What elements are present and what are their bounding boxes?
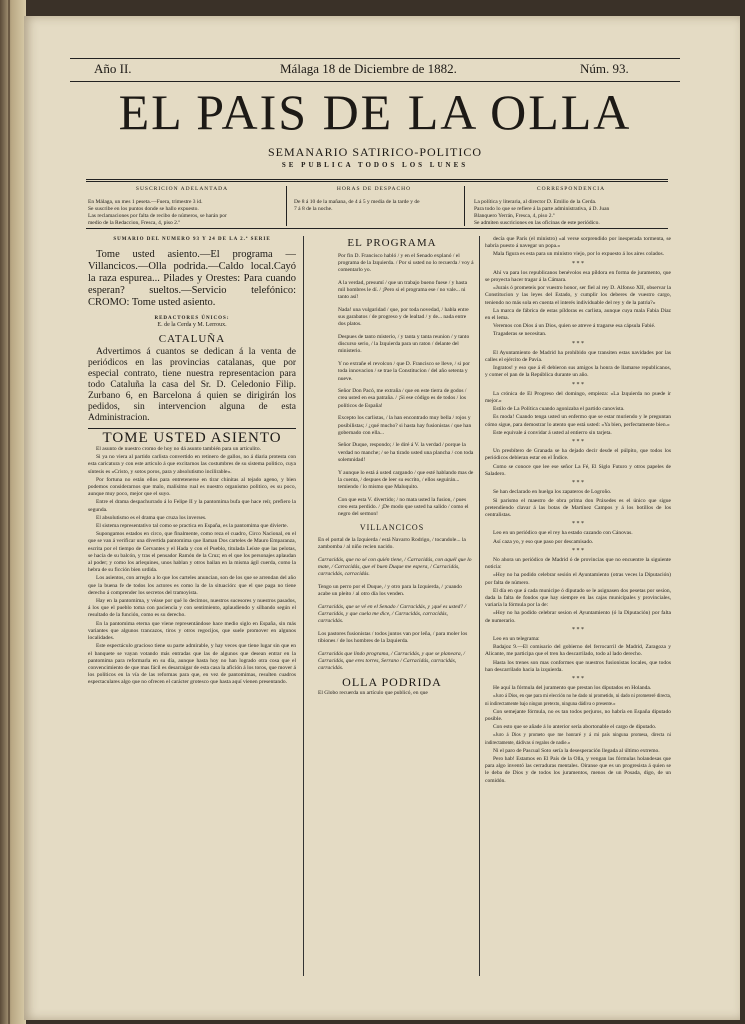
catalonia-notice: Advertimos á cuantos se dedican á la venta de periódicos en las provincias catalanas, que por especial contrato, tiene nuestra representacion para todo Cataluña la casa del Sr. D. Celedonio Filip. Zurbano 6, en Barcelona á quien se dirigirán los pedidos, sin intervencion alguna de esta Administracion.	[88, 346, 296, 423]
note-paragraph: Con esto que se añade á lo anterior sería abortonable el cargo de diputado.	[493, 724, 657, 731]
publication-schedule: SE PUBLICA TODOS LOS LUNES	[281, 161, 469, 169]
correspondence-line: Para todo lo que se refiere á la parte administrativa, á D. Juan	[474, 206, 610, 212]
note-paragraph: «Jurais ó prometeis por vuestro honor, ser fiel al rey D. Alfonso XII, observar la Constitucion y las leyes del Estado, y cumplir los deberes de vuestro cargo, teniendo no más sola en cuenta el interés individuable del rey y de la patria?»	[485, 285, 671, 306]
binding-edge	[8, 0, 10, 1024]
subscription-heading: SUSCRICION ADELANTADA	[135, 186, 229, 192]
verse: Señor Don Pacó, me extraña / que en este tierra de godos / crea usted en esa patraña. / ¡Si ese código es de todos / los políticos de España!	[338, 388, 467, 409]
masthead-title: EL PAIS DE LA OLLA	[118, 84, 632, 140]
villancico: Carracidás que lindo programa, / Carracidás, y que se planeara, / Carracidás, que eres torres, Serrano / Carracidás, carracidás, carracidás.	[318, 650, 465, 672]
info-divider	[286, 186, 287, 226]
header-line	[70, 58, 680, 82]
separator-asterisms: * * *	[572, 439, 584, 446]
office-hours-line: 7 á 8 de la noche.	[294, 206, 333, 212]
note-paragraph: No ahora un periódico de Madrid ó de provincias que no encuentre la siguiente noticia:	[485, 556, 671, 571]
note-paragraph: Leo en un periódico que el rey ha estado cazando con Cánovas.	[493, 530, 633, 537]
note-paragraph: «Juro á Dios, en que para mi elección no he dado ni prometido, ni dado ni prometeré directa, ni indirectamente bajo ningun pretexto, ninguna dádiva o presente.»	[485, 694, 671, 707]
verse: Por fin D. Francisco habló / y en el Senado explanó / el programa de la Izquierda. / Por si usted no lo recuerda / voy á comentarlo yo.	[338, 252, 474, 274]
masthead-subtitle: SEMANARIO SATIRICO-POLITICO	[267, 145, 482, 159]
correspondence-line: Blanquero Yerrán, Fresca, 4, piso 2.º	[474, 213, 555, 219]
subscription-line: En Málaga, un mes 1 peseta.—Fuera, trimestre 3 id.	[88, 199, 203, 205]
separator-asterisms: * * *	[572, 521, 584, 528]
column-divider	[479, 236, 480, 976]
subscription-line: Se suscribe en los puntos donde se hallo expuesto.	[88, 206, 199, 212]
note-paragraph: Tragaderas se necesitan.	[493, 331, 547, 338]
note-paragraph: Así caza yo, y eso que paso por descamisado.	[493, 538, 594, 545]
issue-number: Núm. 93.	[580, 61, 629, 76]
office-hours-heading: HORAS DE DESPACHO	[336, 186, 412, 192]
correspondence-heading: CORRESPONDENCIA	[536, 186, 606, 192]
article-paragraph: Por fortuna no están ellos para entretenerse en tirar chinitas al tejado ageno, y bien podemos considerarnos que malo, malísimo rual es nuestro organismo politico, es su poco, aunque muy poco, mejor que el suyo.	[88, 476, 296, 498]
year-label: Año II.	[94, 61, 132, 76]
verse: A la verdad, presumí / que un trabajo bueno fuese / y hasta mil hombres le dí. / ¡Pero si el programa ese / no vale... ni tanto así!	[338, 279, 468, 301]
note-paragraph: Se han declarado en huelga los zapateros de Logroño.	[493, 489, 612, 496]
note-paragraph: Hasta los trenes son mas conformes que nuestros fusionistas locales, que todos han descarrilado hacia la izquierda.	[485, 659, 671, 673]
verse: Señor Duque, respondo; / le diré á V. la verdad / porque la verdad no manche; / se ha tirado usted una plancha / con toda solemnidad!	[338, 442, 474, 463]
column-divider	[303, 236, 304, 976]
villancico: Tengo un perro por el Duque, / y otro para la Izquierda, / ¡cuando acabe un pleito / al otro día los venden.	[318, 584, 462, 598]
note-paragraph: Ni el paro de Pascual Soto sería la desesperación llegada al último extremo.	[493, 747, 660, 754]
note-paragraph: Si parismo el maestro de obra prima don Práxedes es el único que sigue pretendiendo clavar á las botas de Martínez Campos y á los botillos de los centralistas.	[485, 497, 671, 518]
verse: Excepto los carlistas, / la han encontrado muy bella / rojos y posibilistas; / ¿qué mucho? si hasta hay fusionistas / que han gobernado con ella...	[338, 415, 472, 436]
correspondence-box	[474, 186, 668, 227]
programa-title: EL PROGRAMA	[347, 237, 437, 249]
masthead-rule-2	[86, 181, 668, 182]
villancico: Carracidás, que no sé con quién tiene, / Carracidás, con aquél que lo mate, / Carracidás, que el buen Duque me espera, / Carracidás, carracidás, carracidás.	[318, 556, 472, 578]
separator-asterisms: * * *	[572, 480, 584, 487]
note-paragraph: Ahí va para los republicanos benévolos esa píldora en forma de juramento, que se proyecta hacer tragar á la Cámara.	[485, 269, 671, 284]
article-paragraph: El absolutismo es el drama que cruza los inverses.	[96, 514, 207, 521]
verse: Y aunque lo está á usted cargando / que esté hablando mas de la cuenta, / despues de leer su escrito, / ellos seguirán... temiendo / lo mismo que Maluquito.	[338, 469, 474, 490]
catalonia-title: CATALUÑA	[158, 332, 226, 345]
note-paragraph: La crónica de El Progreso del domingo, empieza: «La Izquierda no puede ir mejor.»	[485, 390, 671, 405]
verse: Y no extrañe el revolcon / que D. Francisco se lleve, / si por toda innovacion / se trae la Constitucion / del año setenta y nueve.	[338, 361, 470, 382]
note-paragraph: Como se conoce que lee ese señor La Fé, El Siglo Futuro y otros papeles de Saladero.	[485, 463, 671, 477]
note-paragraph: He aquí la fórmula del juramento que prestan los diputados en Holanda.	[493, 685, 652, 692]
verse: Con que esta V. divertido; / no mata usted la fusion, / pues creo esta perdido. / ¡De modo que usted ha salido / como el negro del sermon!	[338, 496, 469, 518]
note-paragraph: Veremos con Dios á un Dios, quien se atreve á tragarse esa cápsula Fabié.	[493, 323, 656, 330]
subscription-line: Las reclamaciones por falta de recibo de números, se harán por	[88, 213, 227, 219]
note-paragraph: Mala figura es esta para un ministro viejo, por lo expuesto á los aires colados.	[493, 251, 665, 258]
note-paragraph: El Ayuntamiento de Madrid ha prohibido que transiten estas navidades por las calles el ejército de Pavía.	[485, 349, 671, 364]
article-paragraph: El asunto de nuestro cromo de hoy no dá asunto también para un articulito.	[96, 446, 261, 453]
note-paragraph: Ingratos! y eso que á él debieron sus amigos la honra de llamarse republicanos, y comer el pan de la República durante un año.	[485, 365, 671, 379]
note-paragraph: «Hoy no ha podido celebrar sesion el Ayuntamiento (ó la Diputación) por falta de numerario.	[485, 610, 671, 624]
note-paragraph: Con semejante fórmula, no es tan todos perjuros, no habría en España diputado posible.	[485, 708, 671, 722]
note-paragraph: decía que París (el ministro) «al verse sorprendido por inesperada tormenta, se habría puesto á navegar un popa.»	[485, 236, 671, 250]
note-paragraph: «Juro á Dios y prometo que me honraré y á mi país ninguna promesa, directa ni indirectamente, dádivas ó regalos de nadie.»	[485, 733, 671, 746]
book-binding	[0, 0, 26, 1024]
olla-podrida-title: OLLA PODRIDA	[342, 674, 442, 689]
olla-podrida-text: El Globo recuerda un artículo que publicó, en que	[318, 689, 428, 696]
villancicos-title: VILLANCICOS	[359, 523, 425, 533]
note-paragraph: Un presbítero de Granada se ha dejado decir desde el púlpito, que todos los periódicos debieran estar en el Índice.	[485, 448, 671, 462]
subscription-line: medio de la Redaccion, Fresca, 4, piso 2.º	[88, 220, 180, 226]
villancico: Carracidás, que se vé en el Senado / Carracidás, y ¡qué es usted? / Carracidás, y que cuela me dice, / Carracidás, carracidás, carracidás.	[318, 603, 467, 625]
article-paragraph: En la pantomima eterna que viene representándose hace medio siglo en España, sin más variantes que algunos trancazos, tiros y otros regocijos, que suele promover en algunos localidades.	[88, 620, 296, 642]
verse: Despues de tanto misterio, / y tanta y tanta reunion / y tanto discurso serio, / la Izquierda para un raton / delante del ministerio.	[338, 334, 470, 355]
article-paragraph: Este espectáculo gracioso tiene su parte admirable, y hay veces que tiene lugar sin que en el banquete se vayan votando más entradas que las de algunos que desean entrar en la pantomima para reformarla en su día, aunque hasta hoy no han logrado otra cosa que el convencimiento de que mas fácil es desarraigar de esta casa la afición á los toros, que mover á los políticos en la vía de las reformas para que, en vez de pantomimas, resulten cuadros espectaculares algo que no ofrecen el carácter grotesco que hasta aquí vienen presentando.	[88, 643, 296, 686]
correspondence-line: Se admiten suscriciones en las oficinas de este periódico.	[474, 220, 600, 226]
article-title: TOME USTED ASIENTO	[102, 429, 282, 446]
column-middle	[310, 236, 474, 976]
note-paragraph: Badajoz 9.—El comisario del gobierno del ferrocarril de Madrid, Zaragoza y Alicante, me participa que el tren ha descarrilado, todo al lado derecho.	[485, 644, 671, 658]
info-rule	[86, 228, 668, 229]
article-paragraph: Si ya no viera al partido carlista convertido en retinero de gallos, no á diaria protesta con esta caricatura y con este articulo á que excitarnos las costumbres de su sistema politico, cuya síntesis es «Cristo, y sotos poros, para y absolutismo incilirable».	[88, 454, 296, 475]
article-paragraph: Supongamos estados en circo, que finalmente, como reza el cuadro, Circo Nacional, en el que se van á verificar una divertida pantomima que llaman Dos carteles de Mauro Emparanza, escrita por el tiempo de Cervantes y el Hada y con el Pueblo, titulada Leíste que las pelotas, se hacia de su balcón, y tras el pensador Ramón de la Cruz; en el que los personajes aplaudan al poder; y como los arlequines, unos hablan y otros bailan en la misma ágil cuerda, como la hebra de su ficción bien urdida.	[88, 531, 296, 574]
summary-heading: SUMARIO DEL NÚMERO 93 Y 24 DE LA 2.ª SERIE	[113, 237, 271, 242]
info-divider	[464, 186, 465, 226]
section-rule	[88, 428, 296, 429]
separator-asterisms: * * *	[572, 340, 584, 347]
article-paragraph: El sistema representativo tal como se practica en España, es la pantomima que divierte.	[96, 523, 288, 530]
verse: Nada! una vulgaridad / que, por toda novedad, / habla entre sus garabatos / de progreso y de lealtad / y de... nada entre dos platos.	[338, 306, 469, 328]
separator-asterisms: * * *	[572, 675, 584, 682]
article-paragraph: Hay en la pantomima, y véase por qué lo decimos, nuestros sucesores y nuestros pasados, á los que el pueblo toma con paciencia y con sentimiento, aplaudiendo y silbando según el resultado de la función, como es su derecho.	[88, 598, 296, 619]
note-paragraph: Es moda! Cuando tenga usted un enfermo que se estar muriendo y le preguntan cómo sigue, para demostrar lo atento que está usted: «Ya bien, perfectamente bien.»	[485, 414, 671, 428]
masthead-rule	[86, 179, 668, 180]
separator-asterisms: * * *	[572, 626, 584, 633]
article-paragraph: Entre el drama despachurrado á lo Felipe II y la pantomima bufa que hace reír, prefiero la segunda.	[88, 499, 296, 513]
separator-asterisms: * * *	[572, 381, 584, 388]
villancico: En el portal de la Izquierda / está Navarro Rodrigo, / tocandole... la zambomba / al niño recien nacido.	[318, 537, 466, 551]
note-paragraph: La marca de fábrica de estas píldoras es carlista, aunque cuya mala Fabia Diaz en el lema.	[485, 307, 671, 322]
column-right	[485, 236, 671, 976]
note-paragraph: Leo en un telegrama:	[493, 635, 540, 642]
note-paragraph: Pero hab! Estamos en El País de la Olla, y vengan las fórmulas holandesas que para algo inventó las cerraduras mentales. Oiranse que es un progresista á quien se le deba de Dios y de todos los juramentos, menos de un Posada, digo, de un comidón.	[485, 756, 671, 784]
villancico: Los pastores fusionistas / todos juntos van por leña, / para moler los tibiones / de los hombres de la Izquierda.	[318, 631, 468, 645]
separator-asterisms: * * *	[572, 547, 584, 554]
editors-heading: REDACTORES ÚNICOS:	[154, 316, 230, 322]
office-hours-box	[294, 186, 454, 213]
article-paragraph: Los asientos, con arreglo a lo que los carteles anuncian, son de los que se arrendan del año que la buena fe de todos los actores es como la de la situación: que el que paga no tiene derecho á comprender los secretos del tramoyista.	[88, 575, 296, 596]
office-hours-line: De 8 á 10 de la mañana, de 4 á 5 y media de la tarde y de	[294, 199, 420, 205]
editors-names: E. de la Cerda y M. Lerroux.	[157, 322, 227, 329]
dateline: Málaga 18 de Diciembre de 1882.	[280, 61, 457, 76]
correspondence-line: La política y literaria, al director D. Emilio de la Cerda.	[474, 199, 597, 205]
summary-text: Tome usted asiento.—El programa —Villancicos.—Olla podrida.—Caldo local.Cayó la raza espurea... Pilades y Orestes: Para cuando esperan? sueltos.—Servicio telefónico: CROMO: Tome usted asiento.	[88, 249, 296, 309]
column-left	[88, 236, 296, 976]
note-paragraph: Estilo de La Política cuando agonizaba el partido canovista.	[493, 406, 625, 413]
note-paragraph: El día en que á cada municipe ó diputado se le asignasen dos pesetas por sesion, dada la falta de fondos que hay siempre en las cajas municipales y provinciales, variaría la fórmula por la de:	[485, 587, 671, 609]
subscription-box	[88, 186, 276, 227]
note-paragraph: Este equivale á convidar á usted al entierro sin tarjeta.	[493, 429, 612, 436]
note-paragraph: «Hoy no ha podido celebrar sesión el Ayuntamiento (otras veces la Diputación) por falta de número.	[485, 572, 671, 586]
separator-asterisms: * * *	[572, 260, 584, 267]
